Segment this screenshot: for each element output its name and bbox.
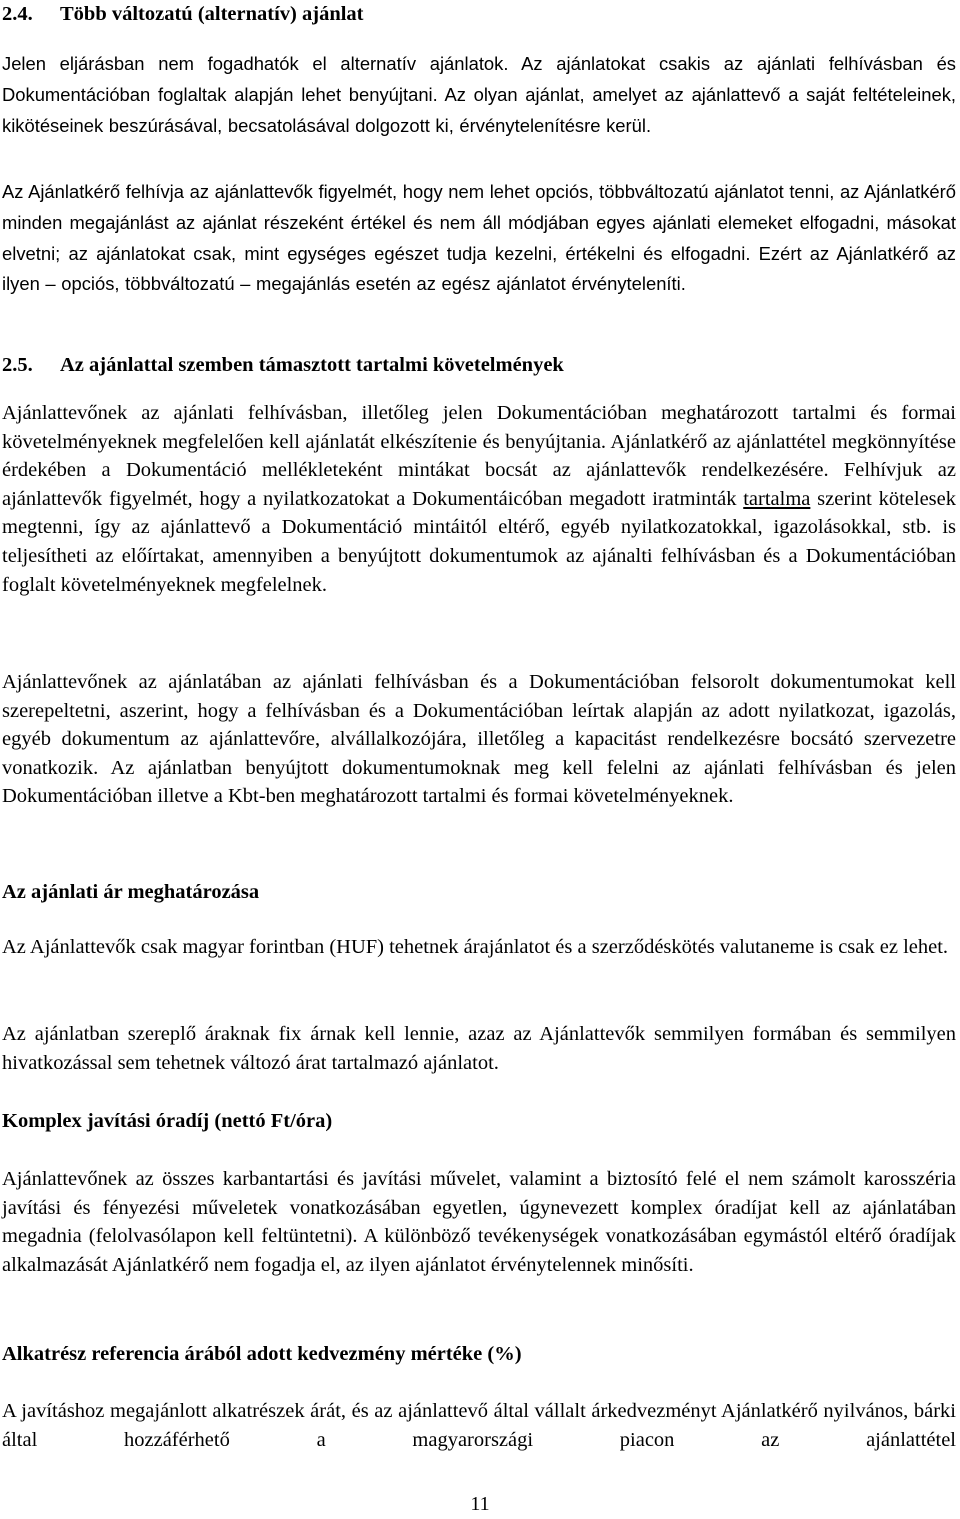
section-title: Több változatú (alternatív) ajánlat (60, 3, 364, 25)
underlined-text: tartalma (743, 487, 811, 510)
section-heading-parts-discount: Alkatrész referencia árából adott kedvezmény mértéke (%) (2, 1343, 522, 1365)
text-run: Ajánlattevőnek az ajánlati felhívásban, illetőleg jelen Dokumentációban meghatározott tartalmi és formai követelményeknek megfelelően kell ajánlatát elkészítenie és benyújtania. Ajánlatkérő az ajánlattétel megkönnyítése érdekében a Dokumentáció mellékleteként mintákat bocsát az ajánlattevők rendelkezésére. Felhívjuk az ajánlattevők figyelmét, hogy a nyilatkozatokat a Dokumentáicóban megadott iratminták (2, 402, 956, 510)
paragraph-hourly-rate: Ajánlattevőnek az összes karbantartási és javítási művelet, valamint a biztosító felé el nem számolt karosszéria javítási és fényezési műveletek vonatkozásában egyetlen, úgynevezett komplex óradíjat kell az ajánlatában megadnia (felolvasólapon kell feltüntetni). A különböző tevékenységek vonatkozásában egymástól eltérő óradíjak alkalmazását Ajánlatkérő nem fogadja el, az ilyen ajánlatot érvénytelennek minősíti. (2, 1168, 956, 1276)
paragraph-content-requirements-2: Ajánlattevőnek az ajánlatában az ajánlati felhívásban és a Dokumentációban felsorolt dokumentumokat kell szerepeltetni, aszerint, hogy a felhívásban és a Dokumentációban leírtak alapján az adott nyilatkozat, igazolás, egyéb dokumentum az ajánlattevőre, alvállalkozójára, illetőleg a kapacitást rendelkezésre bocsátó szervezetre vonatkozik. Az ajánlatban benyújtott dokumentumoknak meg kell felelni az ajánlati felhívásban és jelen Dokumentációban illetve a Kbt-ben meghatározott tartalmi és formai követelményeknek. (2, 671, 956, 808)
section-title: Az ajánlattal szemben támasztott tartalmi követelmények (60, 354, 564, 376)
paragraph-parts-discount: A javításhoz megajánlott alkatrészek árát, és az ajánlattevő által vállalt árkedvezményt Ajánlatkérő nyilvános, bárki által hozzáférhető a magyarországi piacon az ajánlattétel (2, 1400, 956, 1451)
section-number: 2.5. (2, 354, 33, 376)
section-heading-content-requirements (2, 351, 956, 379)
text-run: szerint kötelesek megtenni, így az ajánlattevő a Dokumentáció mintáitól eltérő, egyéb nyilatkozatokkal, igazolásokkal, stb. is teljesítheti az előírtakat, amennyiben a benyújtott dokumentumok az ajánalti felhívásban és a Dokumentációban foglalt követelményeknek megfelelnek. (2, 487, 956, 596)
section-heading-hourly-rate: Komplex javítási óradíj (nettó Ft/óra) (2, 1110, 333, 1132)
section-heading-price: Az ajánlati ár meghatározása (2, 881, 260, 903)
section-heading-alternative-offer (2, 0, 956, 28)
page-number: 11 (470, 1493, 490, 1515)
paragraph-price-1: Az Ajánlattevők csak magyar forintban (HUF) tehetnek árajánlatot és a szerződéskötés valutaneme is csak ez lehet. (2, 936, 949, 958)
paragraph-alternative-offer-2: Az Ajánlatkérő felhívja az ajánlattevők figyelmét, hogy nem lehet opciós, többváltozatú ajánlatot tenni, az Ajánlatkérő minden megajánlást az ajánlat részeként értékel és nem áll módjában egyes ajánlati elemeket elfogadni, másokat elvetni; az ajánlatokat csak, mint egységes egészet tudja kezelni, értékelni és elfogadni. Ezért az Ajánlatkérő az ilyen – opciós, többváltozatú – megajánlás esetén az egész ajánlatot érvényteleníti. (2, 181, 956, 295)
paragraph-content-requirements-1 (2, 399, 956, 599)
paragraph-price-2: Az ajánlatban szereplő áraknak fix árnak kell lennie, azaz az Ajánlattevők semmilyen formában és semmilyen hivatkozással sem tehetnek változó árat tartalmazó ajánlatot. (2, 1023, 956, 1074)
paragraph-alternative-offer-1: Jelen eljárásban nem fogadhatók el alternatív ajánlatok. Az ajánlatokat csakis az ajánlati felhívásban és Dokumentációban foglaltak alapján lehet benyújtani. Az olyan ajánlat, amelyet az ajánlattevő a saját feltételeinek, kikötéseinek beszúrásával, becsatolásával dolgozott ki, érvénytelenítésre kerül. (2, 53, 956, 136)
section-number: 2.4. (2, 3, 33, 25)
